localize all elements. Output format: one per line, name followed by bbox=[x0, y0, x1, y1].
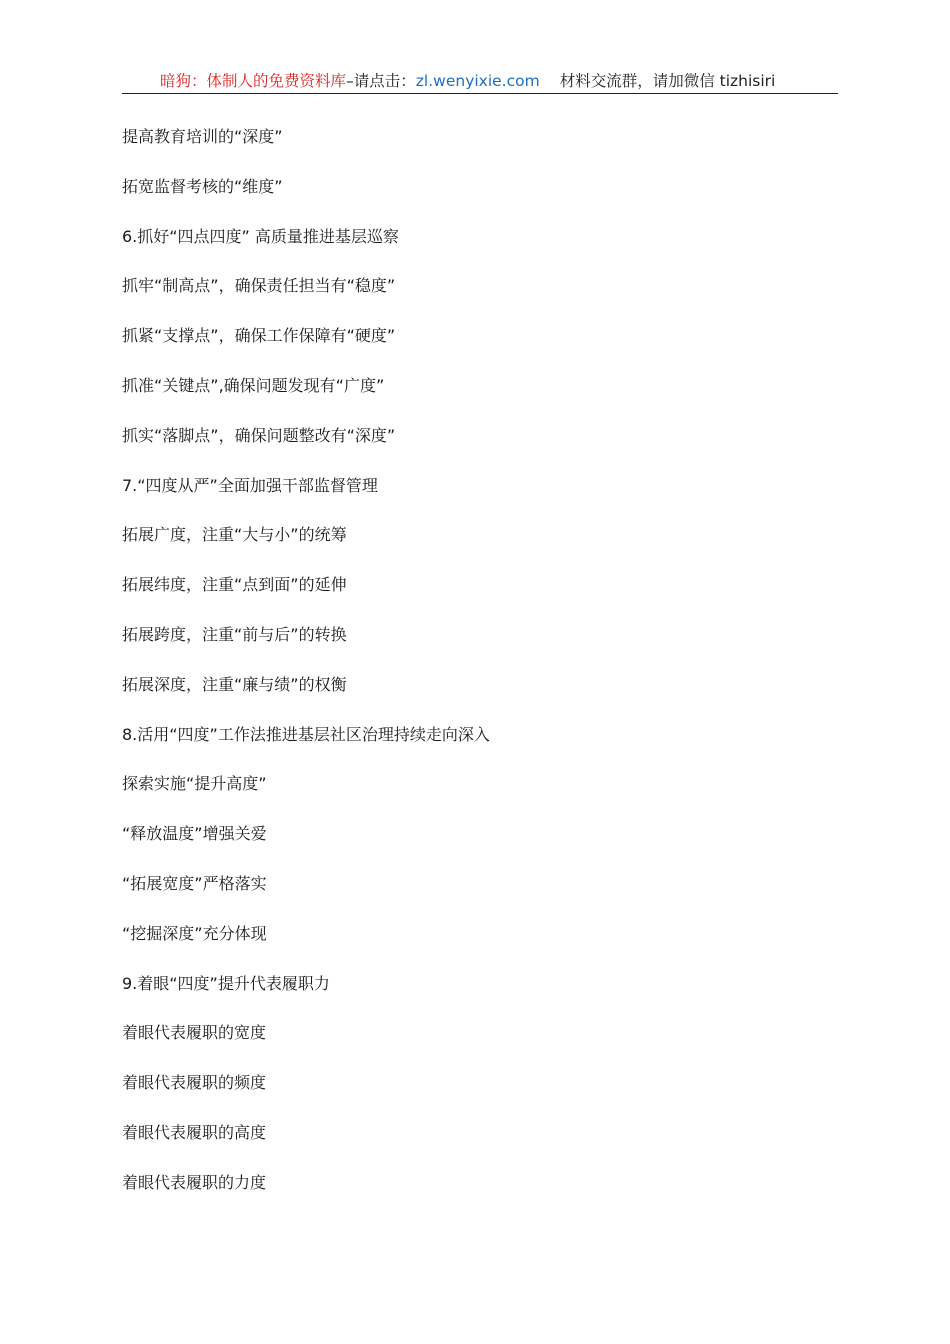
paragraph: 着眼代表履职的高度 bbox=[122, 1122, 267, 1142]
paragraph: 抓牢“制高点”，确保责任担当有“稳度” bbox=[122, 276, 396, 296]
paragraph: 拓展纬度，注重“点到面”的延伸 bbox=[122, 575, 347, 595]
section-heading: 6.抓好“四点四度” 高质量推进基层巡察 bbox=[122, 226, 399, 246]
paragraph: 拓宽监督考核的“维度” bbox=[122, 176, 283, 196]
paragraph: 抓紧“支撑点”，确保工作保障有“硬度” bbox=[122, 326, 396, 346]
paragraph: “挖掘深度”充分体现 bbox=[122, 923, 267, 943]
header-text-line bbox=[160, 71, 775, 91]
header-prompt: –请点击： bbox=[346, 72, 416, 90]
header-link[interactable]: zl.wenyixie.com bbox=[415, 72, 540, 90]
paragraph: 着眼代表履职的力度 bbox=[122, 1172, 267, 1192]
paragraph: 抓准“关键点”,确保问题发现有“广度” bbox=[122, 375, 385, 395]
paragraph: 提高教育培训的“深度” bbox=[122, 127, 283, 146]
paragraph: 拓展深度，注重“廉与绩”的权衡 bbox=[122, 674, 347, 694]
document-body bbox=[122, 125, 838, 1221]
paragraph: “释放温度”增强关爱 bbox=[122, 824, 267, 844]
paragraph: 着眼代表履职的频度 bbox=[122, 1073, 267, 1093]
paragraph: 抓实“落脚点”，确保问题整改有“深度” bbox=[122, 425, 396, 445]
paragraph: “拓展宽度”严格落实 bbox=[122, 873, 267, 893]
header-note: 材料交流群，请加微信 tizhisiri bbox=[559, 72, 776, 90]
paragraph: 着眼代表履职的宽度 bbox=[122, 1023, 267, 1043]
paragraph: 探索实施“提升高度” bbox=[122, 774, 267, 794]
section-heading: 9.着眼“四度”提升代表履职力 bbox=[122, 973, 330, 993]
section-heading: 7.“四度从严”全面加强干部监督管理 bbox=[122, 475, 378, 495]
page-header bbox=[122, 68, 838, 94]
section-heading: 8.活用“四度”工作法推进基层社区治理持续走向深入 bbox=[122, 724, 490, 744]
header-brand: 暗狗：体制人的免费资料库 bbox=[160, 72, 347, 90]
paragraph: 拓展广度，注重“大与小”的统筹 bbox=[122, 525, 347, 545]
paragraph: 拓展跨度，注重“前与后”的转换 bbox=[122, 624, 347, 644]
